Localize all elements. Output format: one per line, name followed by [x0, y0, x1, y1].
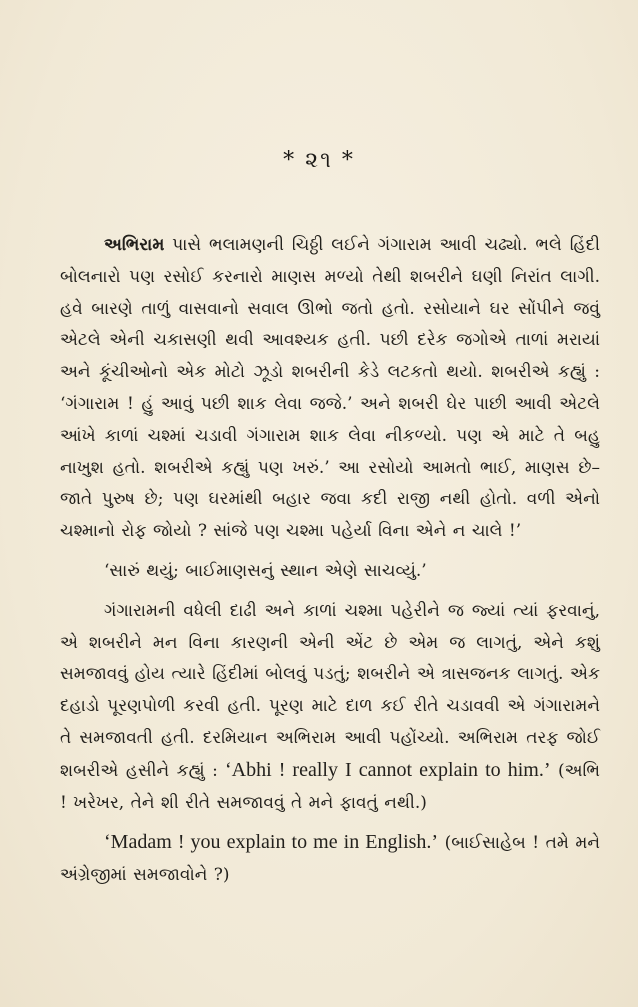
- paragraph-2: [60, 556, 600, 588]
- paragraph-3-text: ગંગારામની વધેલી દાઢી અને કાળાં ચશ્મા પહેરીને જ જ્યાં ત્યાં ફરવાનું, એ શબરીને મન વિના કારણની એની એંટ છે એમ જ લાગતું, એને કશું સમજાવવું હોય ત્યારે હિંદીમાં બોલવું પડતું; શબરીને એ ત્રાસજનક લાગતું. એક દહાડો પૂરણપોળી કરવી હતી. પૂરણ માટે દાળ કઈ રીતે ચડાવવી એ ગંગારામને તે સમજાવતી હતી. દરમિયાન અભિરામ આવી પહોંચ્યો. અભિરામ તરફ જોઈ શબરીએ હસીને કહ્યું :: [60, 600, 600, 781]
- lead-word: અભિરામ: [104, 235, 165, 255]
- paragraph-3-english: ‘Abhi ! really I cannot explain to him.’: [217, 758, 551, 781]
- paragraph-4-english: ‘Madam ! you explain to me in English.’: [104, 831, 439, 854]
- chapter-heading: * ૨૧ *: [283, 148, 355, 173]
- paragraph-1-text: પાસે ભલામણની ચિઠ્ઠી લઈને ગંગારામ આવી ચઢ્યો. ભલે હિંદી બોલનારો પણ રસોઈ કરનારો માણસ મળ્યો તેથી શબરીને ઘણી નિરાંત લાગી. હવે બારણે તાળું વાસવાનો સવાલ ઊભો જતો હતો. રસોયાને ઘર સોંપીને જવું એટલે એની ચકાસણી થવી આવશ્યક હતી. પછી દરેક જગોએ તાળાં મરાયાં અને કૂંચીઓનો એક મોટો ઝૂડો શબરીની કેડે લટકતો થયો. શબરીએ કહ્યું : ‘ગંગારામ ! હું આવું પછી શાક લેવા જજે.’ અને શબરી ઘેર પાછી આવી એટલે આંખે કાળાં ચશ્માં ચડાવી ગંગારામ શાક લેવા નીકળ્યો. પણ એ માટે તે બહુ નાખુશ હતો. શબરીએ કહ્યું પણ ખરું.’ આ રસોયો આમતો ભાઈ, માણસ છે–જાતે પુરુષ છે; પણ ઘરમાંથી બહાર જવા કદી રાજી નથી હોતો. વળી એનો ચશ્માનો રોફ જોયો ? સાંજે પણ ચશ્મા પહેર્યા વિના એને ન ચાલે !’: [60, 235, 600, 542]
- paragraph-4: [60, 827, 600, 892]
- body-text: [60, 230, 600, 892]
- paragraph-3: [60, 596, 600, 820]
- paragraph-1: [60, 230, 600, 548]
- paragraph-4-tail: (બાઈસાહેબ ! તમે મને અંગ્રેજીમાં સમજાવોને ?): [60, 833, 600, 886]
- paragraph-2-text: ‘સારું થયું; બાઈમાણસનું સ્થાન એણે સાચવ્યું.’: [104, 560, 427, 581]
- paragraph-3-tail: (અભિ ! ખરેખર, તેને શી રીતે સમજાવવું તે મને ફાવતું નથી.): [60, 760, 600, 813]
